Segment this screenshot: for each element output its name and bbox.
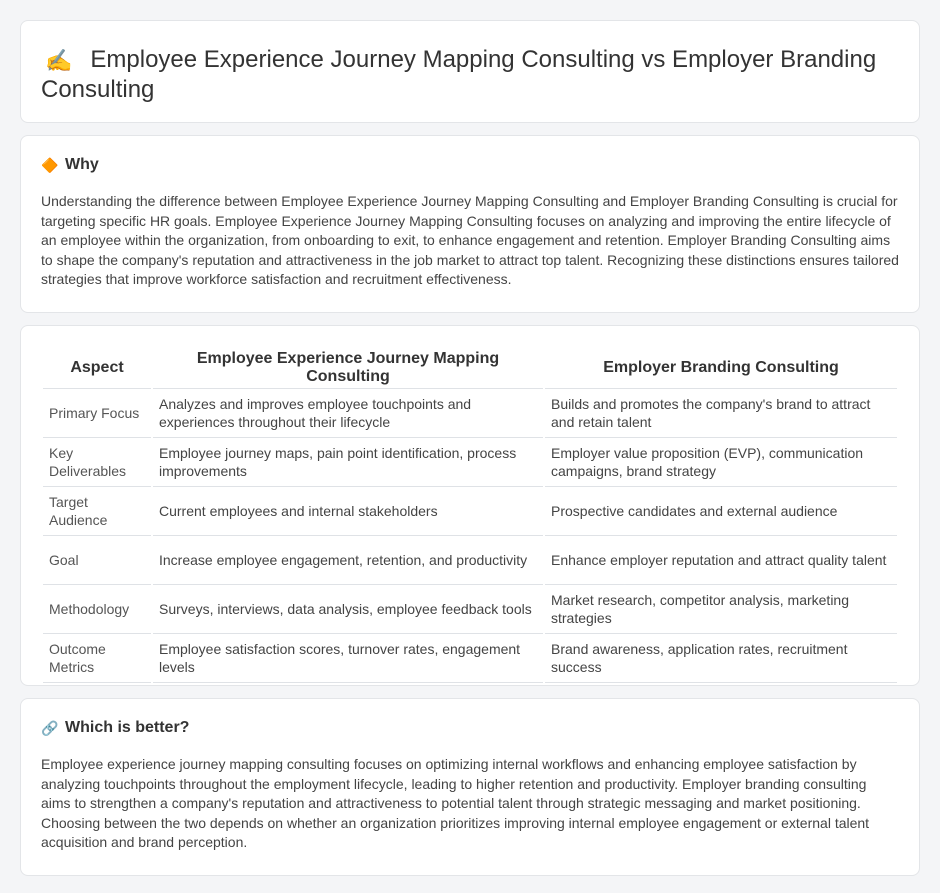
row-journey-mapping: Increase employee engagement, retention, and productivity — [153, 536, 543, 585]
row-aspect: Outcome Metrics — [43, 634, 151, 683]
row-journey-mapping: Current employees and internal stakeholders — [153, 487, 543, 536]
better-text: Employee experience journey mapping consulting focuses on optimizing internal workflows and enhancing employee satisfaction by analyzing touchpoints throughout the employment lifecycle, leading to higher retention and productivity. Employer branding consulting aims to strengthen a company's reputation and attractiveness to potential talent through strategic messaging and market positioning. Choosing between the two depends on whether an organization prioritizes improving internal employee engagement or external talent acquisition and brand perception. — [41, 756, 870, 851]
row-employer-branding: Employer value proposition (EVP), communication campaigns, brand strategy — [545, 438, 897, 487]
better-heading: Which is better? — [65, 719, 190, 736]
link-icon: 🔗 — [41, 719, 59, 736]
table-header-row — [43, 346, 897, 388]
orange-diamond-icon: 🔶 — [41, 156, 59, 173]
row-journey-mapping: Employee journey maps, pain point identification, process improvements — [153, 438, 543, 487]
row-employer-branding: Builds and promotes the company's brand to attract and retain talent — [545, 388, 897, 438]
row-employer-branding: Market research, competitor analysis, marketing strategies — [545, 585, 897, 634]
header-journey-mapping: Employee Experience Journey Mapping Consulting — [196, 350, 500, 385]
page-title — [41, 45, 899, 104]
page-title-text: Employee Experience Journey Mapping Consulting vs Employer Branding Consulting — [41, 46, 877, 103]
row-employer-branding: Prospective candidates and external audience — [545, 487, 897, 536]
header-aspect: Aspect — [70, 359, 124, 376]
table-row — [43, 487, 897, 536]
title-card — [20, 20, 920, 123]
row-aspect: Goal — [43, 536, 151, 585]
row-aspect: Key Deliverables — [43, 438, 151, 487]
table-row — [43, 388, 897, 438]
header-employer-branding: Employer Branding Consulting — [603, 359, 839, 376]
why-header — [41, 156, 899, 174]
row-employer-branding: Enhance employer reputation and attract quality talent — [545, 536, 897, 585]
better-header — [41, 719, 899, 737]
row-employer-branding: Brand awareness, application rates, recruitment success — [545, 634, 897, 683]
row-aspect: Methodology — [43, 585, 151, 634]
row-aspect: Primary Focus — [43, 388, 151, 438]
table-row — [43, 438, 897, 487]
table-row — [43, 634, 897, 683]
why-heading: Why — [65, 156, 99, 173]
why-text: Understanding the difference between Employee Experience Journey Mapping Consulting and Employer Branding Consulting is crucial for targeting specific HR goals. Employee Experience Journey Mapping Consulting focuses on analyzing and improving the entire lifecycle of an employee within the organization, from onboarding to exit, to enhance engagement and retention. Employer Branding Consulting aims to shape the company's reputation and attractiveness in the job market to attract top talent. Recognizing these distinctions ensures tailored strategies that improve workforce satisfaction and recruitment effectiveness. — [41, 193, 899, 288]
writing-hand-icon: ✍️ — [45, 48, 73, 73]
table-row — [43, 585, 897, 634]
comparison-section — [20, 325, 920, 686]
table-row — [43, 536, 897, 585]
why-section — [20, 135, 920, 313]
row-journey-mapping: Employee satisfaction scores, turnover rates, engagement levels — [153, 634, 543, 683]
row-aspect: Target Audience — [43, 487, 151, 536]
comparison-table — [41, 346, 899, 683]
row-journey-mapping: Analyzes and improves employee touchpoints and experiences throughout their lifecycle — [153, 388, 543, 438]
row-journey-mapping: Surveys, interviews, data analysis, employee feedback tools — [153, 585, 543, 634]
which-is-better-section — [20, 698, 920, 876]
